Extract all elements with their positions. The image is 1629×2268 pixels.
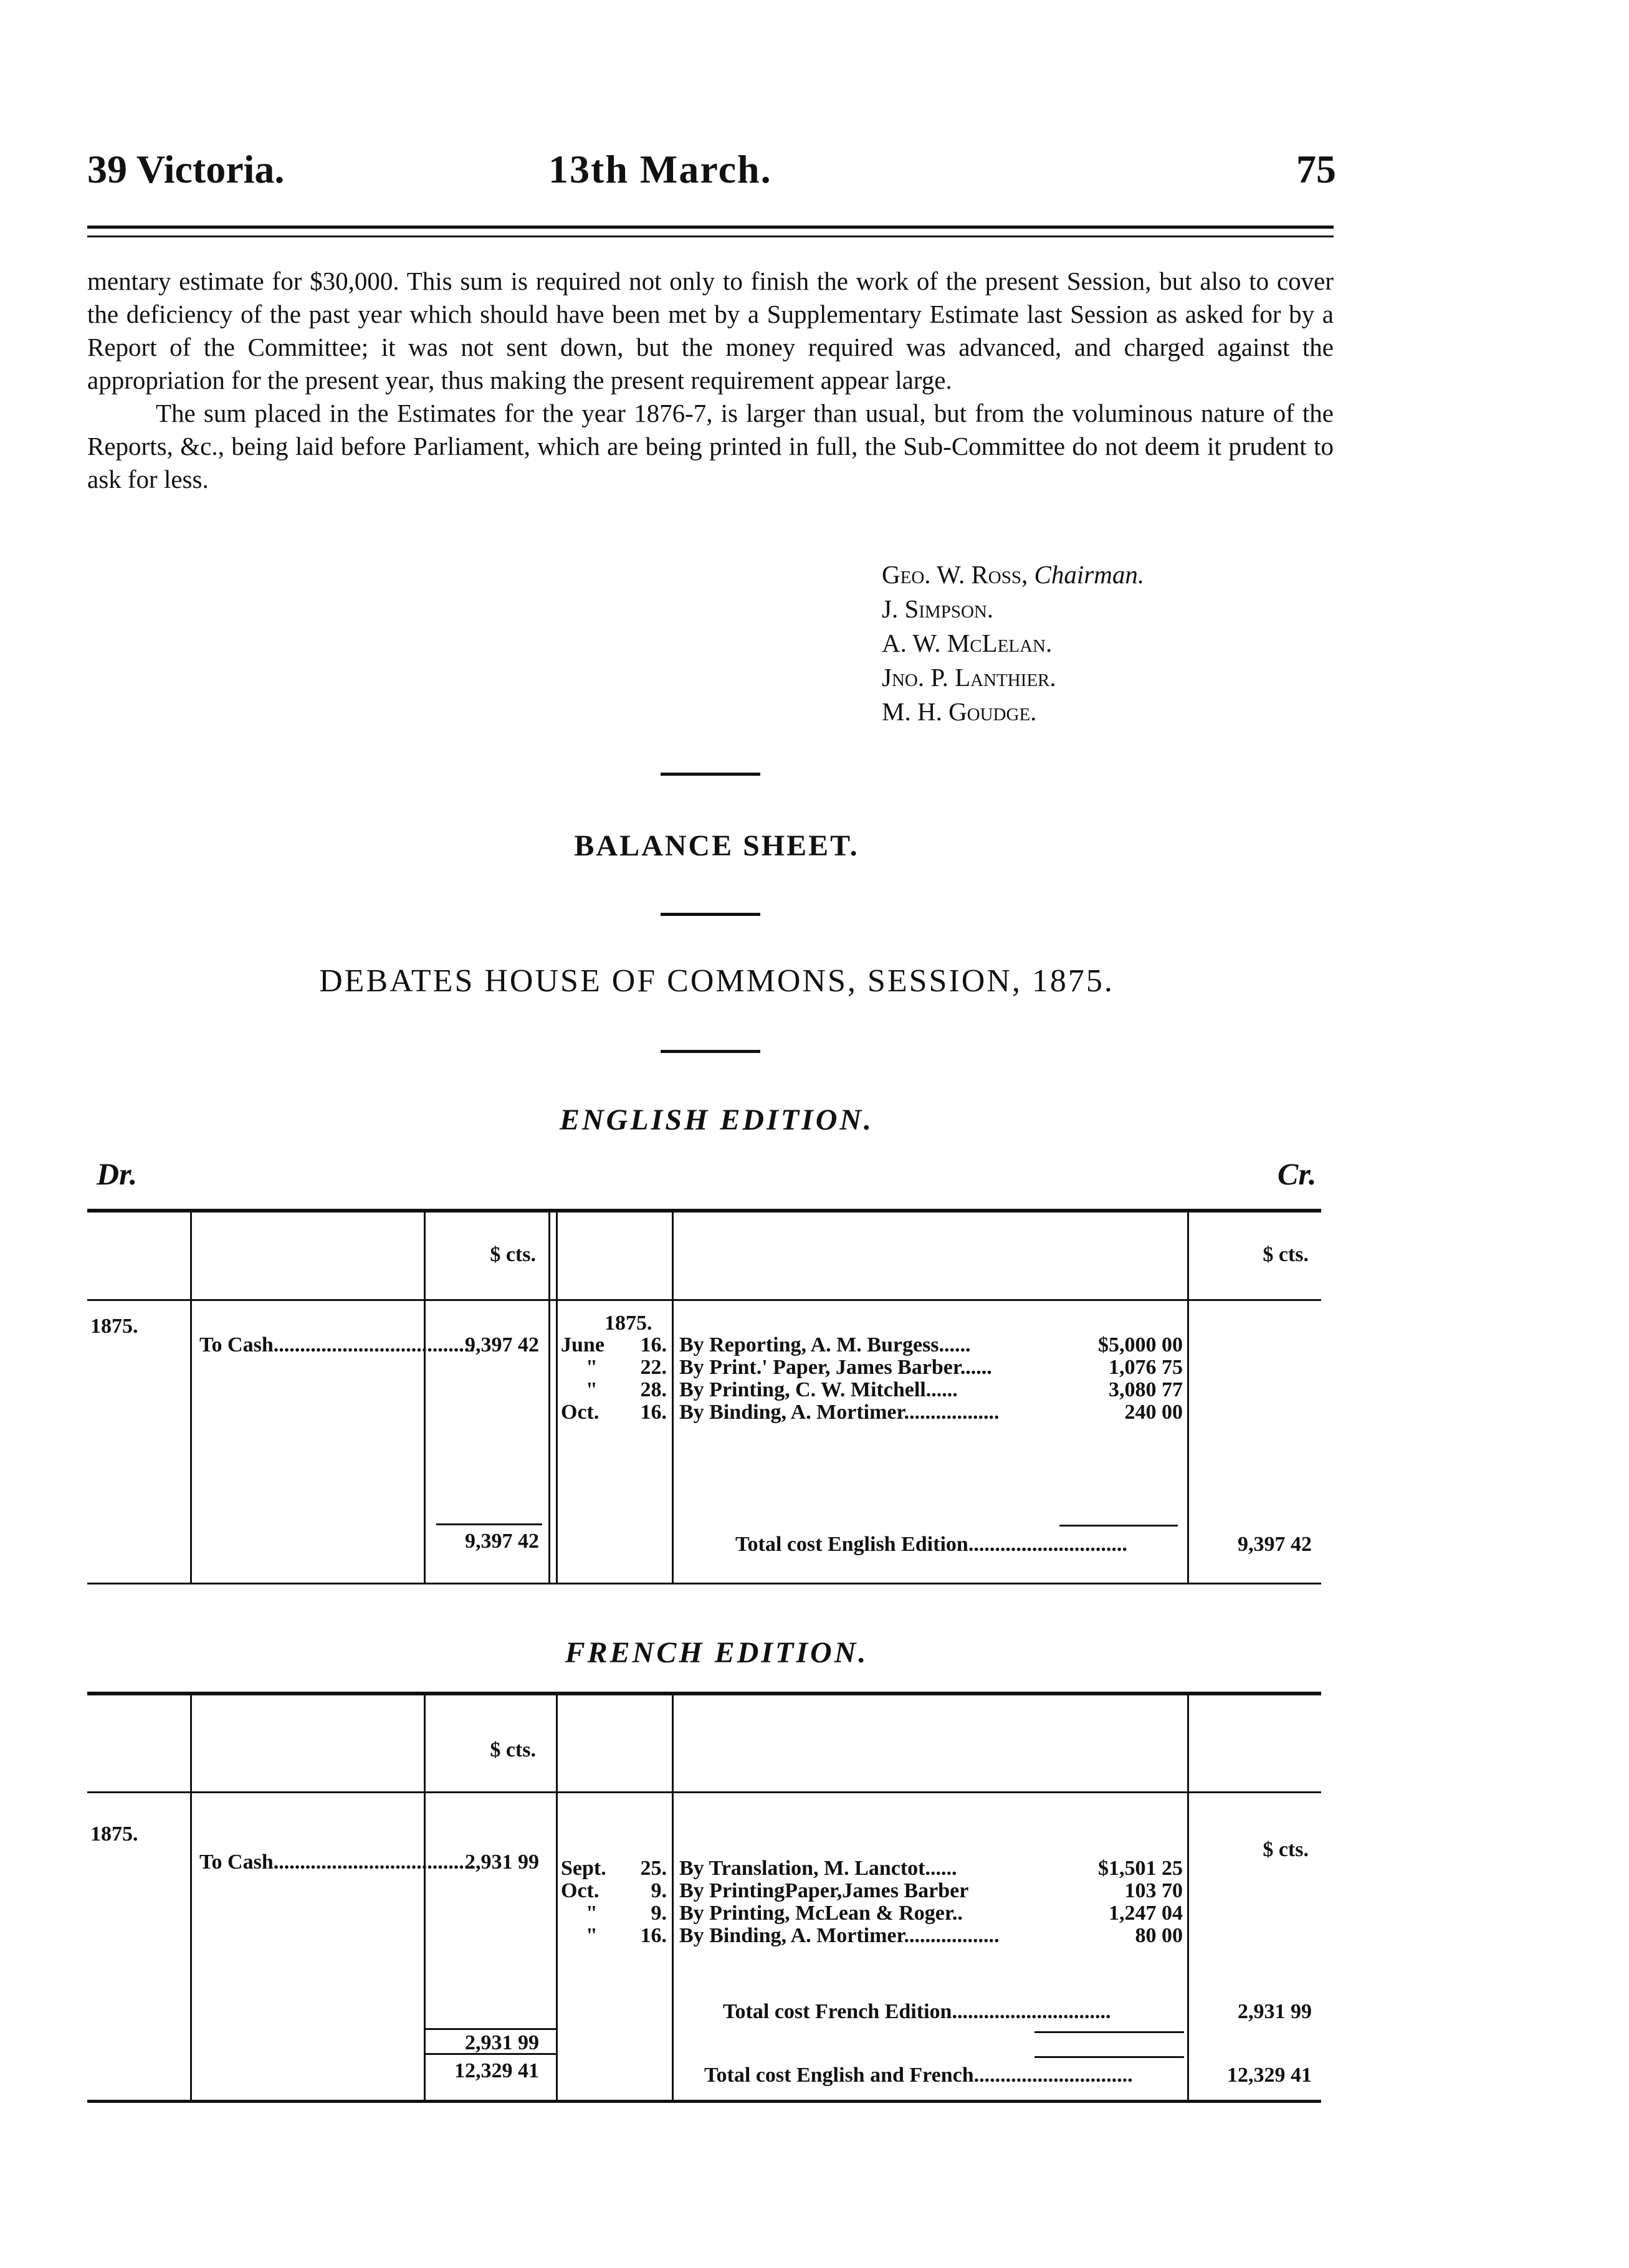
header-rule-thin [87, 236, 1334, 237]
credit-description: By Binding, A. Mortimer.................. [679, 1401, 1000, 1424]
credit-description: By Print.' Paper, James Barber...... [679, 1356, 992, 1379]
signatory-chairman: Geo. W. Ross, Chairman. [882, 560, 1145, 589]
english-edition-table [87, 1209, 1321, 1595]
signatories [882, 558, 1144, 729]
english-edition-title: ENGLISH EDITION. [559, 1103, 874, 1136]
credit-amount: 3,080 77 [1109, 1378, 1183, 1401]
credit-month: Oct. [561, 1401, 600, 1424]
credit-day: 28. [640, 1378, 667, 1401]
dollar-cents-header: $ cts. [490, 1243, 536, 1266]
credit-day: 9. [651, 1879, 667, 1902]
credit-description: By Translation, M. Lanctot...... [679, 1857, 957, 1880]
credit-day: 22. [640, 1356, 667, 1379]
credit-description: By Printing, C. W. Mitchell...... [679, 1378, 958, 1401]
credit-amount: $5,000 00 [1098, 1333, 1183, 1356]
signatory: Jno. P. Lanthier. [882, 663, 1056, 692]
credit-day: 16. [640, 1333, 667, 1356]
report-paragraph-1: mentary estimate for $30,000. This sum is required not only to finish the work of the present Session, but also to cover the deficiency of the past year which should have been met by a Supplementary Estimate last Session as asked for by a Report of the Committee; it was not sent down, but the money required was advanced, and charged against the appropriation for the present year, thus making the present requirement appear large. [87, 267, 1334, 394]
credit-month: June [561, 1333, 604, 1356]
header-rule [87, 226, 1334, 229]
debit-description: To Cash...................................... [199, 1333, 475, 1356]
balance-sheet-title: BALANCE SHEET. [574, 829, 859, 862]
credit-amount: 240 00 [1124, 1401, 1183, 1424]
signatory: M. H. Goudge. [882, 697, 1037, 726]
credit-month: " [586, 1924, 598, 1947]
french-edition-table [87, 1692, 1321, 2115]
english-total-label: Total cost English Edition.............................. [735, 1533, 1127, 1556]
debit-amount: 2,931 99 [465, 1851, 539, 1874]
credit-amount: 103 70 [1124, 1879, 1183, 1902]
running-header-left: 39 Victoria. [87, 147, 285, 191]
credit-amount: 1,076 75 [1109, 1356, 1183, 1379]
debit-total: 2,931 99 [465, 2031, 539, 2054]
credit-description: By PrintingPaper,James Barber [679, 1879, 969, 1902]
credit-description: By Binding, A. Mortimer.................. [679, 1924, 1000, 1947]
separator-rule [661, 773, 760, 776]
credit-amount: 1,247 04 [1109, 1902, 1183, 1925]
credit-label: Cr. [1278, 1156, 1317, 1191]
credit-amount: 80 00 [1135, 1924, 1183, 1947]
credit-description: By Printing, McLean & Roger.. [679, 1902, 963, 1925]
separator-rule [661, 1050, 760, 1053]
credit-month: Sept. [561, 1857, 606, 1880]
report-text [87, 265, 1334, 496]
running-header-date: 13th March. [548, 147, 772, 191]
credit-amount: $1,501 25 [1098, 1857, 1183, 1880]
debit-amount: 9,397 42 [465, 1333, 539, 1356]
grand-total-amount: 12,329 41 [1227, 2064, 1312, 2087]
credit-year: 1875. [604, 1312, 652, 1335]
grand-total-debit: 12,329 41 [454, 2059, 539, 2082]
report-paragraph-2: The sum placed in the Estimates for the year 1876-7, is larger than usual, but from the voluminous nature of the Reports, &c., being laid before Parliament, which are being printed in full, the Sub-Committee do not deem it prudent to ask for less. [87, 399, 1334, 493]
dollar-cents-header: $ cts. [490, 1738, 536, 1761]
separator-rule [661, 913, 760, 916]
credit-day: 9. [651, 1902, 667, 1925]
debit-total: 9,397 42 [465, 1530, 539, 1553]
french-total-label: Total cost French Edition.............................. [723, 2000, 1111, 2023]
english-total-amount: 9,397 42 [1238, 1533, 1312, 1556]
debit-label: Dr. [97, 1156, 138, 1191]
debit-description: To Cash...................................... [199, 1851, 475, 1874]
credit-month: Oct. [561, 1879, 600, 1902]
page-number: 75 [1296, 147, 1336, 191]
balance-sheet-subtitle: DEBATES HOUSE OF COMMONS, SESSION, 1875. [319, 963, 1114, 999]
credit-day: 16. [640, 1924, 667, 1947]
credit-month: " [586, 1356, 598, 1379]
credit-month: " [586, 1902, 598, 1925]
dollar-cents-header: $ cts. [1263, 1838, 1309, 1861]
credit-day: 25. [640, 1857, 667, 1880]
grand-total-label: Total cost English and French.............................. [704, 2064, 1133, 2087]
french-edition-title: FRENCH EDITION. [565, 1636, 869, 1669]
credit-day: 16. [640, 1401, 667, 1424]
chairman-role: Chairman. [1034, 560, 1145, 589]
credit-description: By Reporting, A. M. Burgess...... [679, 1333, 971, 1356]
dollar-cents-header: $ cts. [1263, 1243, 1309, 1266]
debit-year: 1875. [90, 1822, 138, 1846]
signatory: J. Simpson. [882, 594, 994, 623]
debit-year: 1875. [90, 1315, 138, 1338]
credit-month: " [586, 1378, 598, 1401]
signatory: A. W. McLelan. [882, 629, 1053, 657]
french-total-amount: 2,931 99 [1238, 2000, 1312, 2023]
